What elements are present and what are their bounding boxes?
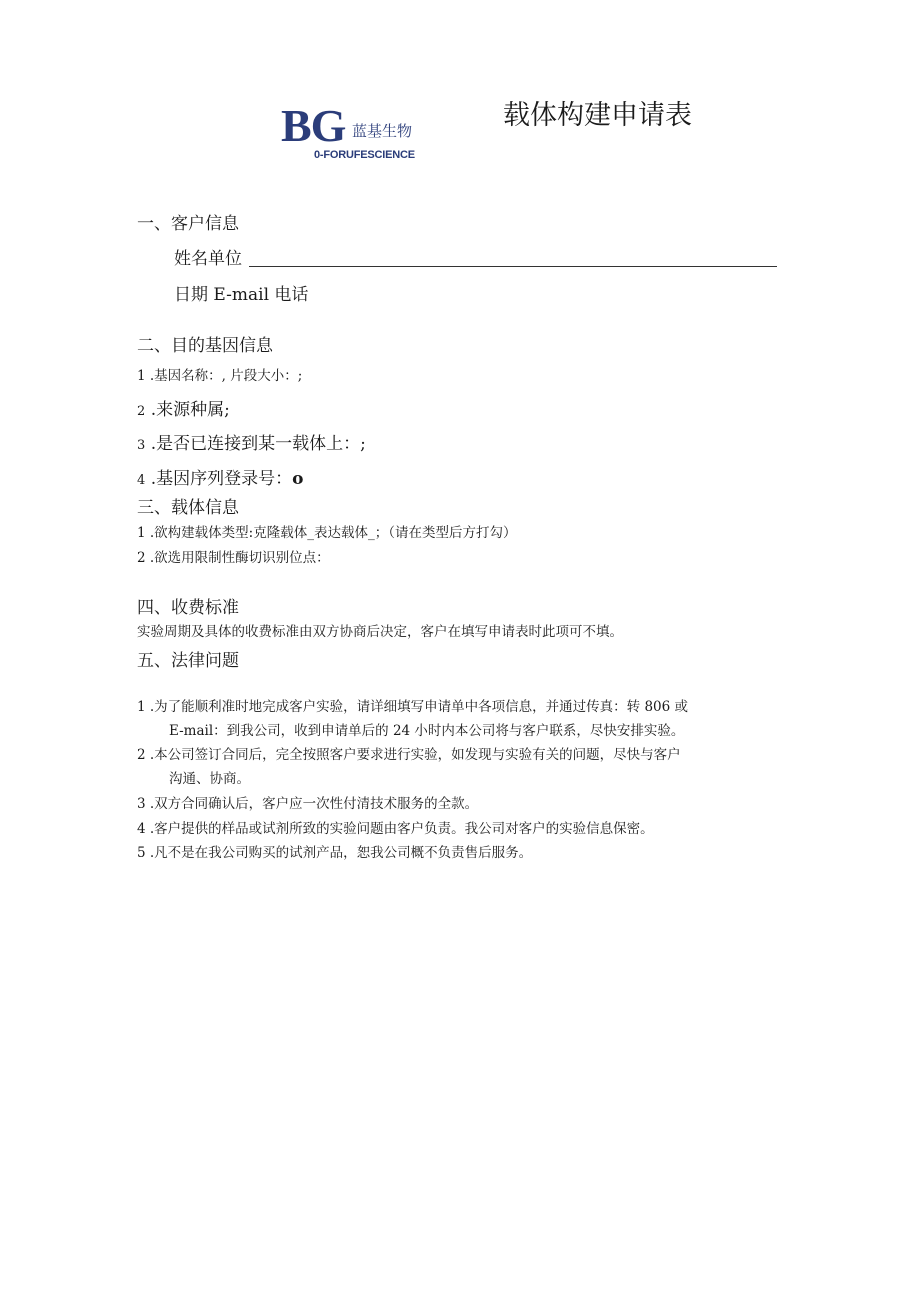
item-number: 1 xyxy=(137,368,146,384)
item-number: 2 xyxy=(137,550,146,566)
item-text: .欲选用限制性酶切识别位点： xyxy=(149,550,330,566)
date-email-phone-label: 日期 E-mail 电话 xyxy=(174,285,309,305)
name-unit-label: 姓名单位 xyxy=(174,249,242,269)
name-unit-underline[interactable] xyxy=(249,266,777,267)
item-number: 1 xyxy=(137,699,146,715)
item-text: .基因名称：, 片段大小：; xyxy=(149,368,303,384)
vector-item-1 xyxy=(137,524,516,542)
gene-item-3 xyxy=(137,433,366,455)
gene-item-2 xyxy=(137,399,230,421)
legal-item-1-continued: E-mail：到我公司，收到申请单后的 24 小时内本公司将与客户联系，尽快安排实验。 xyxy=(169,723,685,739)
logo-english-name: 0-FORUFESCIENCE xyxy=(314,149,415,161)
item-number: 5 xyxy=(137,845,146,861)
logo-chinese-name: 蓝基生物 xyxy=(352,122,413,140)
legal-item-1 xyxy=(137,698,688,716)
section1-heading: 一、客户信息 xyxy=(137,214,239,234)
section3-heading: 三、载体信息 xyxy=(137,498,239,518)
item-number: 1 xyxy=(137,525,146,541)
legal-item-2-continued: 沟通、协商。 xyxy=(169,771,250,787)
item-number: 2 xyxy=(137,404,146,419)
gene-item-1 xyxy=(137,367,302,385)
item-text: .为了能顺利准时地完成客户实验，请详细填写申请单中各项信息，并通过传真：转 806 或 xyxy=(149,699,689,715)
item-number: 3 xyxy=(137,438,146,453)
legal-item-5 xyxy=(137,844,532,862)
item-text: .双方合同确认后，客户应一次性付清技术服务的全款。 xyxy=(149,796,479,812)
document-title: 载体构建申请表 xyxy=(503,100,692,131)
item-text: .客户提供的样品或试剂所致的实验问题由客户负责。我公司对客户的实验信息保密。 xyxy=(149,821,654,837)
item-number: 3 xyxy=(137,796,146,812)
item-text: .凡不是在我公司购买的试剂产品，恕我公司概不负责售后服务。 xyxy=(149,845,533,861)
legal-item-2 xyxy=(137,746,681,764)
section4-heading: 四、收费标准 xyxy=(137,598,239,618)
section5-heading: 五、法律问题 xyxy=(137,651,239,671)
fee-standard-text: 实验周期及具体的收费标准由双方协商后决定，客户在填写申请表时此项可不填。 xyxy=(137,624,623,640)
gene-item-4 xyxy=(137,468,303,490)
item-text: .基因序列登录号： xyxy=(150,469,293,489)
item-number: 4 xyxy=(137,821,146,837)
legal-item-3 xyxy=(137,795,478,813)
vector-item-2 xyxy=(137,549,330,567)
logo-mark: BG xyxy=(281,100,346,151)
item-text: .本公司签订合同后，完全按照客户要求进行实验，如发现与实验有关的问题，尽快与客户 xyxy=(149,747,681,763)
legal-item-4 xyxy=(137,820,654,838)
item-tail: o xyxy=(292,469,304,489)
item-text: .是否已连接到某一载体上：; xyxy=(150,434,366,454)
item-text: .欲构建载体类型:克隆载体_表达载体_；（请在类型后方打勾） xyxy=(149,525,517,541)
item-number: 2 xyxy=(137,747,146,763)
item-number: 4 xyxy=(137,473,146,488)
section2-heading: 二、目的基因信息 xyxy=(137,336,273,356)
item-text: .来源种属; xyxy=(150,400,230,420)
